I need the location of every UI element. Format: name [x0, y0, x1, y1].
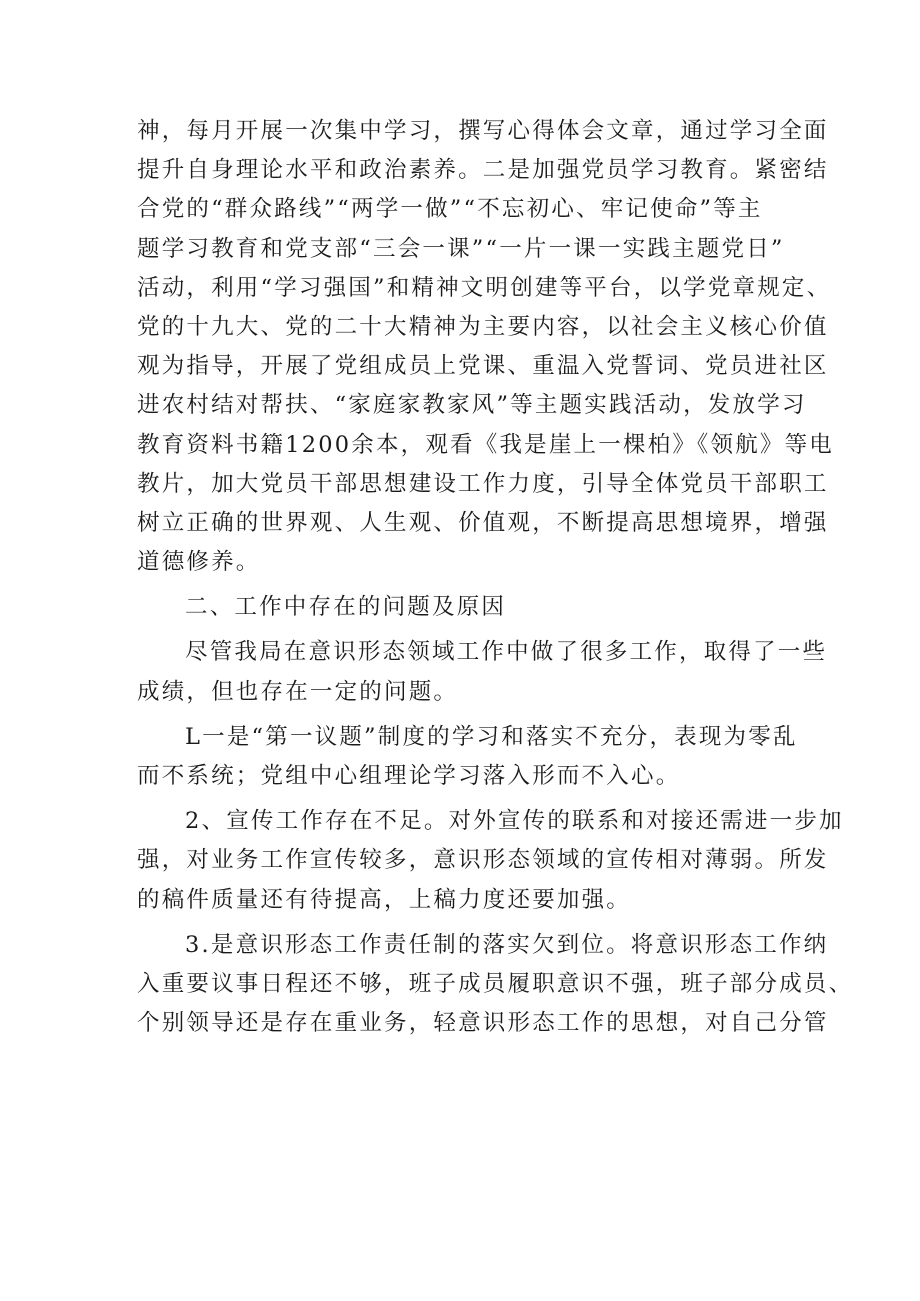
text-line: 个别领导还是存在重业务，轻意识形态工作的思想，对自己分管 [137, 1010, 829, 1037]
text-line: 2、宣传工作存在不足。对外宣传的联系和对接还需进一步加 [185, 808, 844, 835]
text-line: 的稿件质量还有待提高，上稿力度还要加强。 [137, 886, 632, 913]
text-line: 3.是意识形态工作责任制的落实欠到位。将意识形态工作纳 [185, 931, 829, 958]
text-line: 尽管我局在意识形态领域工作中做了很多工作，取得了一些 [185, 639, 828, 666]
text-line: 教育资料书籍1200余本，观看《我是崖上一棵柏》《领航》等电 [137, 431, 835, 458]
text-line: 成绩，但也存在一定的问题。 [137, 678, 459, 705]
section-heading: 二、工作中存在的问题及原因 [185, 594, 507, 621]
text-line: 进农村结对帮扶、“家庭家教家风”等主题实践活动，发放学习 [137, 392, 807, 419]
paragraph-problem-2 [137, 802, 844, 920]
text-line: 树立正确的世界观、人生观、价值观，不断提高思想境界，增强 [137, 509, 829, 536]
text-line: 党的十九大、党的二十大精神为主要内容，以社会主义核心价值 [137, 313, 829, 340]
paragraph-problem-1 [137, 718, 797, 796]
paragraph-intro-problems [137, 633, 828, 711]
text-line: 活动，利用“学习强国”和精神文明创建等平台，以学党章规定、 [137, 274, 832, 301]
text-line: 观为指导，开展了党组成员上党课、重温入党誓词、党员进社区 [137, 353, 829, 380]
document-body [137, 112, 854, 1043]
text-line: L一是“第一议题”制度的学习和落实不充分，表现为零乱 [185, 723, 798, 750]
text-line: 道德修养。 [137, 549, 261, 576]
text-line: 合党的“群众路线”“两学一做”“不忘初心、牢记使命”等主 [137, 196, 763, 223]
paragraph-problem-3 [137, 926, 854, 1044]
text-line: 神，每月开展一次集中学习，撰写心得体会文章，通过学习全面 [137, 118, 829, 144]
text-line: 而不系统；党组中心组理论学习落入形而不入心。 [137, 763, 681, 789]
text-line: 强，对业务工作宣传较多，意识形态领域的宣传相对薄弱。所发 [137, 847, 829, 874]
text-line: 教片，加大党员干部思想建设工作力度，引导全体党员干部职工 [137, 470, 829, 497]
text-line: 入重要议事日程还不够，班子成员履职意识不强，班子部分成员、 [137, 970, 854, 997]
text-line: 题学习教育和党支部“三会一课”“一片一课一实践主题党日” [137, 235, 785, 262]
paragraph-study-education [137, 112, 835, 582]
text-line: 提升自身理论水平和政治素养。二是加强党员学习教育。紧密结 [137, 157, 829, 184]
